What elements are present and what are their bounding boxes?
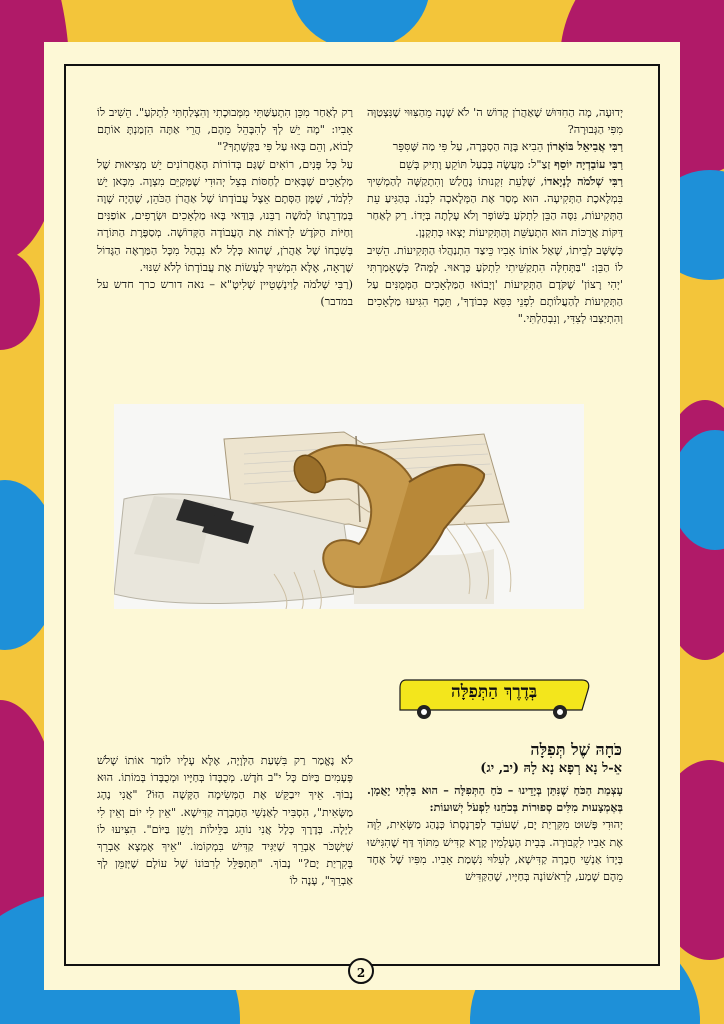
bottom-left-column <box>97 752 353 890</box>
rabbi-name: רַבִּי אֲבִיאֵל בּוֹאָרוֹן <box>546 139 623 154</box>
section-banner-title: בְּדֶרֶךְ הַתְּפִלָּה <box>450 682 538 702</box>
top-left-column <box>97 104 353 310</box>
top-right-column <box>367 104 623 328</box>
rabbi-name: רַבִּי שְׁלֹמֹה לָנְיָאדוֹ <box>544 173 624 188</box>
article-verse: אֵ-ל נָא רְפָא נָא לָהּ (יב, יג) <box>480 761 622 776</box>
paragraph-text: , שֶׁלַּעֵת זִקְנוּתוֹ נֶחֱלַשׁ וְהִתְקַשָּׁה לְהַמְשִׁיךְ בִּמְלֶאכֶת הַתְּקִיעָה. הוּא מָסַר אֶת הַמְּלָאכָה לִבְנוֹ. בְּהַגִּיעַ עֵת הַתְּקִיעוֹת, נִסָּה הַבֵּן לִתְקֹעַ בַּשּׁוֹפָר וְלֹא עָלְתָה בְּיָדוֹ. רַק לְאַחַר דַּקּוֹת אֲרֻכּוֹת הוּא הִתְעַשֵּׁת וְהַתְּקִיעוֹת יָצְאוּ כְּתִקְנָן. <box>367 174 623 240</box>
paragraph-text: הֵבִיא בָּזֶה הַסְבָּרָה, עַל פִּי מַה שֶּׁסִּפֵּר <box>392 140 547 154</box>
purple-shape <box>0 250 40 350</box>
paragraph: עַל כָּל פָּנִים, רוֹאִים שֶׁגַּם בְּדוֹרוֹת הָאַחֲרוֹנִים יֵשׁ מְצִיאוּת שֶׁל מַלְאָכִים שֶׁבָּאִים לְחַסּוֹת בְּצֵל יְהוּדִי שֶׁמְּקַיֵּם מִצְוָה. מִכָּאן יֵשׁ לִלְמֹד, שֶׁמָּן הַסְּתָם אֵצֶל עֲבוֹדָתוֹ שֶׁל אַהֲרֹן הַכֹּהֵן, שֶׁהָיָה שָׁוֶה בְּמַדְרֵגָתוֹ לְמֹשֶׁה רַבֵּנוּ, בְּוַדַּאי בָּאוּ מַלְאָכִים וּשְׂרָפִים, אוֹפַנִּים וְחַיּוֹת הַקֹּדֶשׁ לִרְאוֹת אֶת הָעֲבוֹדָה הַקְּדוֹשָׁה. מְסַפֶּרֶת הַתּוֹרָה בְּשִׁבְחוֹ שֶׁל אַהֲרֹן, שֶׁהוּא כְּלָל לֹא נִבְהַל מִכָּל הַמַּרְאֶה הַגָּדוֹל שֶׁרָאָה, אֶלָּא הִמְשִׁיךְ לַעֲשׂוֹת אֶת עֲבוֹדָתוֹ לְלֹא שִׁנּוּי. <box>97 157 353 274</box>
rabbi-name: רַבִּי עוֹבַדְיָה יוֹסֵף <box>554 156 623 171</box>
page-number: 2 <box>348 958 374 984</box>
bottom-right-column <box>367 782 623 885</box>
paragraph: לֹא נֶאֱמַר רַק בִּשְׁעַת הַלְּוָיָה, אֶלָּא עָלָיו לוֹמַר אוֹתוֹ שָׁלֹשׁ פְּעָמִים בַּיּוֹם כָּל י"ב חֹדֶשׁ. מְכֻבָּדוֹ בְּחַיָּיו וּמְכֻבָּדוֹ בְּמוֹתוֹ. הוּא נָבוֹךְ. אֵיךְ יִיבַקֵּשׁ אֶת הַמְּשִׂימָה הַקָּשָׁה הַזּוֹ? "אֲנִי נֶהָג מַשָּׂאִית", הִסְבִּיר לְאַנְשֵׁי הַחֶבְרָה קַדִּישָׁא. "אֵין לִי יוֹם וְאֵין לִי לַיְלָה. בְּדֶרֶךְ כְּלָל אֲנִי נוֹהֵג בַּלֵּילוֹת וְיָשֵׁן בַּיּוֹם". הִצִּיעוּ לוֹ שֶׁיִּשְׁכֹּר אַבְרֵךְ שֶׁיַּגִּיד קַדִּישׁ בִּמְקוֹמוֹ. "אֵיךְ אֶמְצָא אַבְרֵךְ בְּקִרְיַת יָם?" נָבוֹךְ. "תִּתְפַּלֵּל לְרִבּוֹנוֹ שֶׁל עוֹלָם שֶׁיְּזַמֵּן לְךָ אַבְרֵךְ", עָנָה לוֹ <box>97 754 353 888</box>
article-title: כֹּחָהּ שֶׁל תְּפִלָּה <box>530 740 622 759</box>
source-citation: (רַבִּי שְׁלֹמֹה לֶוִינְשְׁטֵיין שְׁלִיטָ"א – נאה דורש כרך חדש על במדבר) <box>97 278 353 309</box>
paragraph: כְּשֶׁשָּׁב לְבֵיתוֹ, שָׁאַל אוֹתוֹ אָבִיו כֵּיצַד הִתְנַהֲלוּ הַתְּקִיעוֹת. הֵשִׁיב לוֹ הַבֵּן: "בַּתְּחִלָּה הִתְקַשֵּׁיתִי לִתְקֹעַ כָּרָאוּי. לָמָּה? כְּשֶׁאָמַרְתִּי 'יְהִי רָצוֹן' שֶׁקֹּדֶם הַתְּקִיעוֹת 'וְיָבוֹאוּ הַמַּלְאָכִים הַמְּמֻנִּים עַל הַתְּקִיעוֹת לְהַעֲלוֹתָם לִפְנֵי כִּסֵּא כְּבוֹדֶךָ', תֵּכֶף הִגִּיעוּ מַלְאָכִים וְהִתְיַצְּבוּ לְצִדִּי, וְנִבְהַלְתִּי." <box>367 243 623 326</box>
paragraph-text: זַצַ"ל: מַעֲשֶׂה בְּבַעַל תּוֹקֵעַ וָתִיק בְּשֵׁם <box>399 157 555 171</box>
section-banner <box>396 676 592 720</box>
paragraph: רַק לְאַחַר מִכֵּן הִתְעַשַּׁתִּי מִמְּבוּכָתִי וְהִצְלַחְתִּי לִתְקֹעַ". הֵשִׁיב לוֹ אָבִיו: "מָה יֵשׁ לְךָ לְהִבָּהֵל מֵהֶם, הֲרֵי אַתָּה הִזְמַנְתָּ אוֹתָם לָבוֹא, וְהֵם בָּאוּ עַל פִּי בַּקָּשָׁתְךָ?" <box>97 106 353 154</box>
shofar-illustration <box>114 404 584 609</box>
shofar-photo <box>114 404 584 609</box>
paragraph <box>367 138 623 155</box>
paragraph <box>367 173 623 242</box>
paragraph: יְדוּעָה, מָה הַחִדּוּשׁ שֶׁאַהֲרֹן קָדוֹשׁ ה' לֹא שָׁנָה מֵהַצִּוּוּי שֶׁנִּצְטַוָּה מִפִּי הַגְּבוּרָה? <box>367 106 623 137</box>
paragraph <box>367 156 623 173</box>
article-body: יְהוּדִי פָּשׁוּט מִקִּרְיַת יָם, שֶׁעוֹבֵד לְפַרְנָסָתוֹ כְּנֶהַג מַשָּׂאִית, לִוָּה אֶת אָבִיו לִקְבוּרָה. בְּבֵית הָעָלְמִין קָרָא קַדִּישׁ מִתּוֹךְ דַּף שֶׁהִגִּישׁוּ בְּיָדוֹ אַנְשֵׁי חֶבְרָה קַדִּישָׁא, לְעִלּוּי נִשְׁמַת אָבִיו. מִפִּיו שֶׁל אֶחָד מֵהֶם שָׁמַע, לָרִאשׁוֹנָה בְּחַיָּיו, שֶׁהַקַּדִּישׁ <box>367 818 623 884</box>
article-intro: עָצְמַת הַכֹּחַ שֶׁנִּתַּן בְּיָדֵינוּ – כֹּחַ הַתְּפִלָּה – הוּא בִּלְתִּי יָאֻמָן. בְּאֶמְצָעוּת מִלִּים סְפוּרוֹת בְּכֹחֵנוּ לִפְעֹל יְשׁוּעוֹת: <box>367 783 623 815</box>
